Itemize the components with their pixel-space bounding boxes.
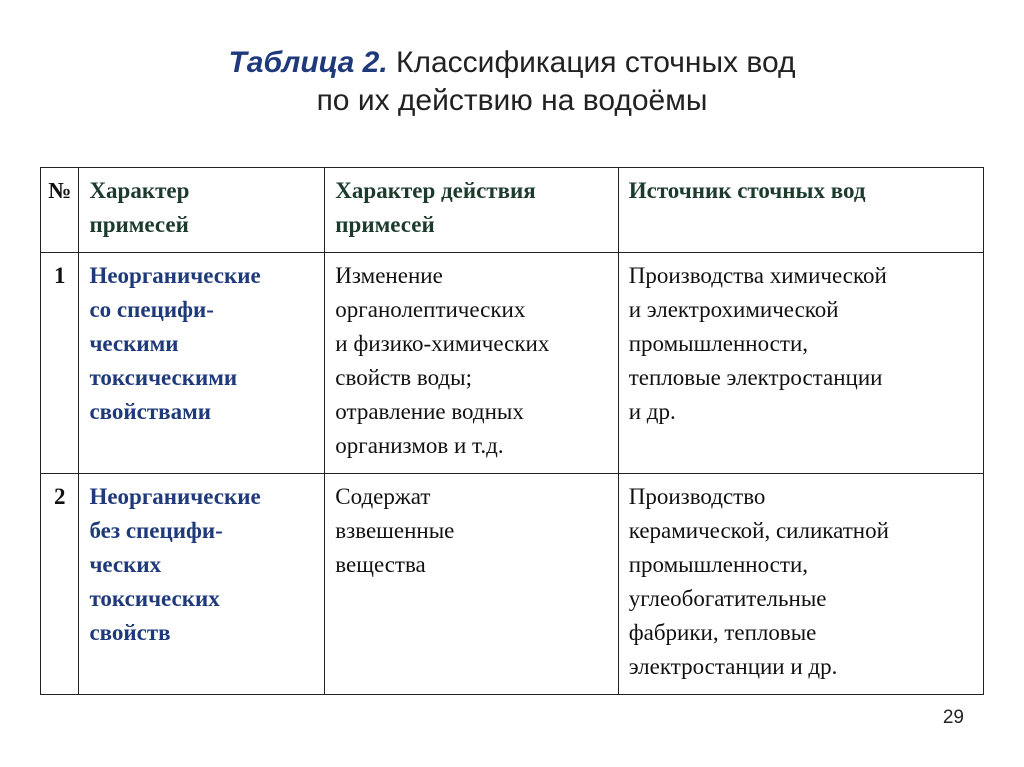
row-impurity-action: Изменение органолептических и физико-химических свойств воды; отравление водных организмов и т.д. [325,253,618,474]
table-row [41,253,984,474]
slide-title [0,44,1024,120]
table-header-row [41,168,984,253]
page-number: 29 [942,707,964,728]
classification-table [40,167,984,695]
title-text-1: Классификация сточных вод [396,46,796,79]
table-row [41,474,984,695]
row-source: Производство керамической, силикатной промышленности, углеобогатительные фабрики, тепловые электростанции и др. [618,474,983,695]
row-impurity-action: Содержат взвешенные вещества [325,474,618,695]
row-impurity-type: Неорганические без специфи- ческих токсических свойств [79,474,325,695]
header-impurity-type: Характер примесей [79,168,325,253]
row-number: 1 [41,253,79,474]
header-number: № [41,168,79,253]
title-label: Таблица 2. [228,46,388,79]
row-number: 2 [41,474,79,695]
row-source: Производства химической и электрохимической промышленности, тепловые электростанции и др. [618,253,983,474]
header-source: Источник сточных вод [618,168,983,253]
title-line-2: по их действию на водоёмы [316,84,708,117]
title-line-1 [0,44,1024,82]
row-impurity-type: Неорганические со специфи- ческими токсическими свойствами [79,253,325,474]
header-impurity-action: Характер действия примесей [325,168,618,253]
